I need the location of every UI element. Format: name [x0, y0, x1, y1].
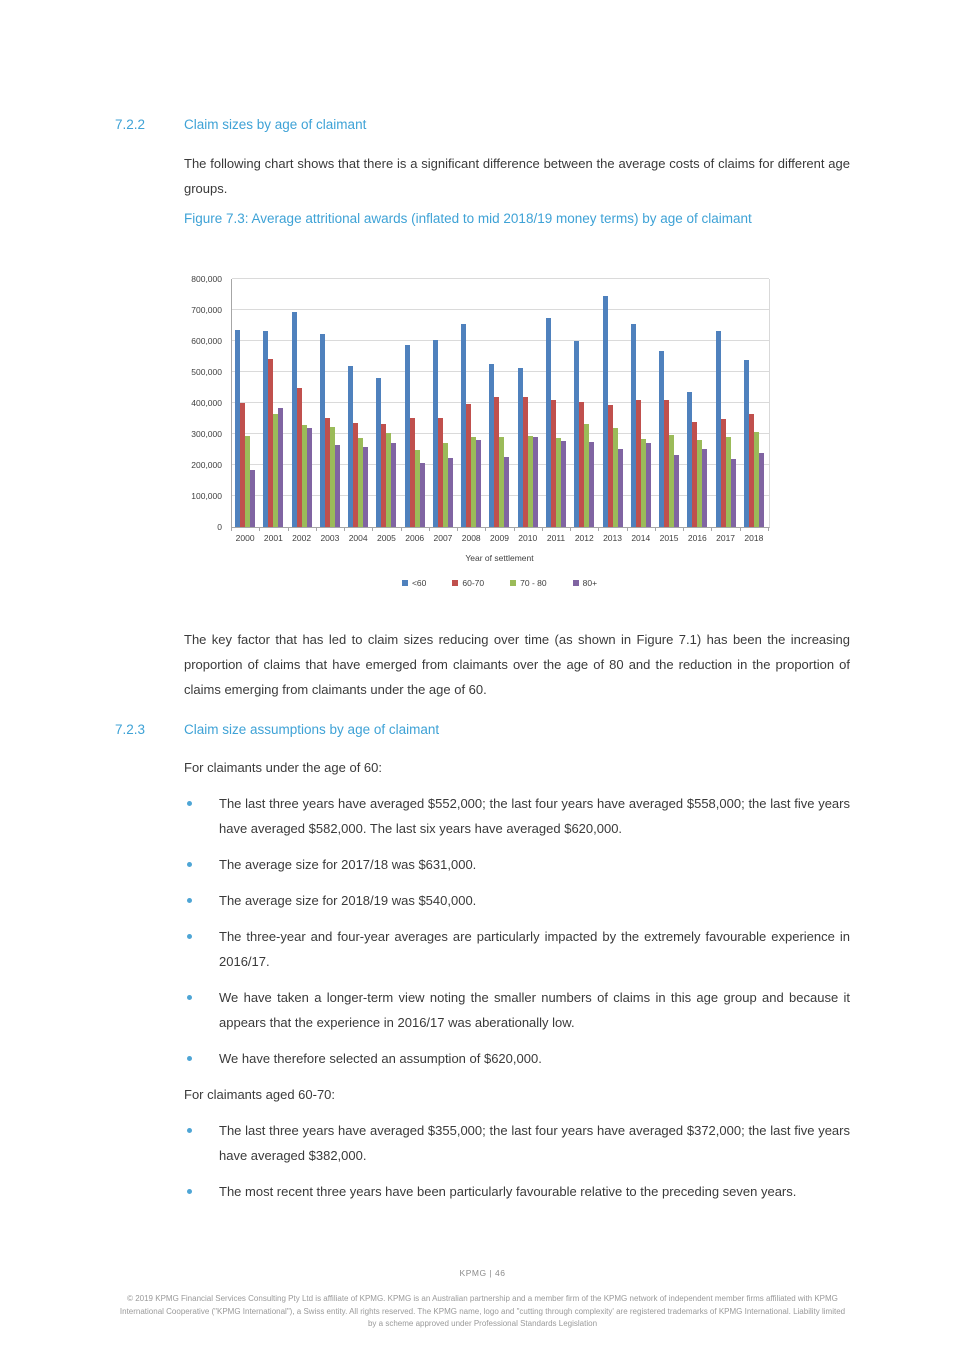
list-item [184, 1179, 850, 1204]
axis-tick [401, 528, 402, 531]
bar-group [627, 279, 655, 527]
bar [504, 457, 509, 527]
bar-group [485, 279, 513, 527]
legend-label: <60 [411, 578, 427, 588]
axis-tick [288, 528, 289, 531]
bullet-text: We have taken a longer-term view noting the smaller numbers of claims in this age group and because it appears that the experience in 2016/17 was aberationally low. [219, 990, 850, 1030]
axis-tick [655, 528, 656, 531]
bar-group [288, 279, 316, 527]
x-axis-title: Year of settlement [465, 553, 534, 563]
bar [702, 449, 707, 527]
bar-group [231, 279, 259, 527]
bar [476, 440, 481, 527]
axis-tick [768, 528, 769, 531]
legend-swatch-icon [452, 580, 458, 586]
x-tick-label: 2018 [744, 533, 764, 543]
y-tick-label: 600,000 [191, 336, 222, 346]
list-item [184, 888, 850, 913]
bar-group [740, 279, 768, 527]
bar [250, 470, 255, 527]
list-item [184, 1118, 850, 1168]
figure-caption: Figure 7.3: Average attritional awards (inflated to mid 2018/19 money terms) by age of claimant [184, 211, 752, 226]
bullet-icon [187, 898, 192, 903]
axis-tick [711, 528, 712, 531]
y-tick-label: 0 [217, 522, 222, 532]
x-tick-label: 2006 [405, 533, 425, 543]
bullet-icon [187, 1189, 192, 1194]
bullet-text: The last three years have averaged $355,000; the last four years have averaged $372,000; the last five years have averaged $382,000. [219, 1123, 850, 1163]
legend-swatch-icon [573, 580, 579, 586]
y-tick-label: 200,000 [191, 460, 222, 470]
axis-tick [627, 528, 628, 531]
x-tick-label: 2004 [348, 533, 368, 543]
bar [731, 459, 736, 527]
bar-group [344, 279, 372, 527]
list-item [184, 852, 850, 877]
x-tick-label: 2016 [687, 533, 707, 543]
bullet-icon [187, 995, 192, 1000]
list-item [184, 924, 850, 974]
legend-item [510, 578, 546, 588]
x-tick-label: 2013 [603, 533, 622, 543]
bar [335, 445, 340, 527]
axis-tick [542, 528, 543, 531]
bullet-icon [187, 934, 192, 939]
bar-group [711, 279, 739, 527]
under60-intro: For claimants under the age of 60: [184, 760, 383, 775]
x-tick-label: 2003 [320, 533, 340, 543]
section-title: Claim size assumptions by age of claimant [184, 722, 440, 737]
legend-item [573, 578, 597, 588]
bar [589, 442, 594, 527]
y-tick-label: 700,000 [191, 305, 222, 315]
legend-swatch-icon [402, 580, 408, 586]
bar-group [598, 279, 626, 527]
axis-tick [457, 528, 458, 531]
bar-group [372, 279, 400, 527]
legend-item [402, 578, 426, 588]
axis-tick [429, 528, 430, 531]
section-title: Claim sizes by age of claimant [184, 117, 367, 132]
legend-swatch-icon [510, 580, 516, 586]
x-tick-label: 2010 [518, 533, 538, 543]
axis-tick [259, 528, 260, 531]
axis-tick [570, 528, 571, 531]
legend-label: 60-70 [462, 578, 485, 588]
axis-tick [344, 528, 345, 531]
axis-tick [598, 528, 599, 531]
chart-legend [231, 578, 768, 588]
x-tick-label: 2014 [631, 533, 651, 543]
y-tick-label: 400,000 [191, 398, 222, 408]
bullet-text: The most recent three years have been particularly favourable relative to the preceding seven years. [219, 1184, 797, 1199]
axis-tick [231, 528, 232, 531]
bar [278, 408, 283, 527]
intro-paragraph: The following chart shows that there is a significant difference between the average costs of claims for different age groups. [184, 156, 850, 196]
x-tick-label: 2017 [716, 533, 736, 543]
bar [363, 447, 368, 527]
axis-tick [485, 528, 486, 531]
x-tick-label: 2009 [490, 533, 509, 543]
x-tick-label: 2005 [376, 533, 396, 543]
axis-tick [514, 528, 515, 531]
axis-tick [316, 528, 317, 531]
bullet-icon [187, 1056, 192, 1061]
bullet-text: The average size for 2018/19 was $540,000. [219, 893, 477, 908]
legend-label: 70 - 80 [520, 578, 547, 588]
legend-item [452, 578, 484, 588]
section-heading-722 [115, 117, 851, 132]
bar [646, 443, 651, 527]
x-tick-label: 2000 [235, 533, 255, 543]
bar-group [316, 279, 344, 527]
bar [618, 449, 623, 527]
bar [391, 443, 396, 527]
y-tick-label: 500,000 [191, 367, 222, 377]
footer-copyright: © 2019 KPMG Financial Services Consulting Pty Ltd is affiliate of KPMG. KPMG is an Australian partnership and a member firm of the KPMG network of independent member firms affiliated with KPMG International Cooperative ("KPMG International"), a Swiss entity. All rights reserved. The KPMG name, logo and "cutting through complexity' are registered trademarks of KPMG International. Liability limited by a scheme approved under Professional Standards Legislation [119, 1294, 846, 1328]
bar [561, 441, 566, 527]
bar [448, 458, 453, 527]
aged6070-intro: For claimants aged 60-70: [184, 1087, 336, 1102]
bar [307, 428, 312, 527]
x-tick-label: 2007 [433, 533, 453, 543]
bar-group [570, 279, 598, 527]
bullet-icon [187, 1128, 192, 1133]
bar [759, 453, 764, 527]
bar-group [429, 279, 457, 527]
bar-group [542, 279, 570, 527]
bullet-text: The last three years have averaged $552,000; the last four years have averaged $558,000; the last five years have averaged $582,000. The last six years have averaged $620,000. [219, 796, 850, 836]
x-tick-label: 2001 [263, 533, 283, 543]
assumptions-list [184, 755, 850, 1215]
list-item [184, 791, 850, 841]
x-tick-label: 2008 [461, 533, 481, 543]
bar-group [514, 279, 542, 527]
x-tick-label: 2015 [659, 533, 679, 543]
section-heading-723 [115, 722, 851, 737]
bullet-text: The three-year and four-year averages are particularly impacted by the extremely favourable experience in 2016/17. [219, 929, 850, 969]
bar [420, 463, 425, 527]
bullet-icon [187, 862, 192, 867]
section-number: 7.2.2 [115, 117, 146, 132]
bar-group [457, 279, 485, 527]
axis-tick [740, 528, 741, 531]
bar-group [401, 279, 429, 527]
section-number: 7.2.3 [115, 722, 146, 737]
y-tick-label: 800,000 [191, 274, 222, 284]
x-tick-label: 2002 [292, 533, 312, 543]
bar [674, 455, 679, 527]
legend-label: 80+ [582, 578, 598, 588]
bullet-text: The average size for 2017/18 was $631,000. [219, 857, 477, 872]
bullet-icon [187, 801, 192, 806]
list-item [184, 985, 850, 1035]
bar [533, 437, 538, 527]
x-tick-label: 2012 [574, 533, 594, 543]
y-tick-label: 100,000 [191, 491, 222, 501]
bar-group [259, 279, 287, 527]
key-factor-paragraph: The key factor that has led to claim sizes reducing over time (as shown in Figure 7.1) has been the increasing proportion of claims that have emerged from claimants over the age of 80 and the reduction in the proportion of claims emerging from claimants under the age of 60. [184, 632, 850, 697]
figure-7-3-bar-chart [115, 270, 851, 600]
footer-page-number: KPMG | 46 [459, 1268, 506, 1278]
x-tick-label: 2011 [546, 533, 566, 543]
bar-group [683, 279, 711, 527]
bullet-text: We have therefore selected an assumption of $620,000. [219, 1051, 542, 1066]
y-tick-label: 300,000 [191, 429, 222, 439]
list-item [184, 1046, 850, 1071]
bar-group [655, 279, 683, 527]
axis-tick [683, 528, 684, 531]
axis-tick [372, 528, 373, 531]
